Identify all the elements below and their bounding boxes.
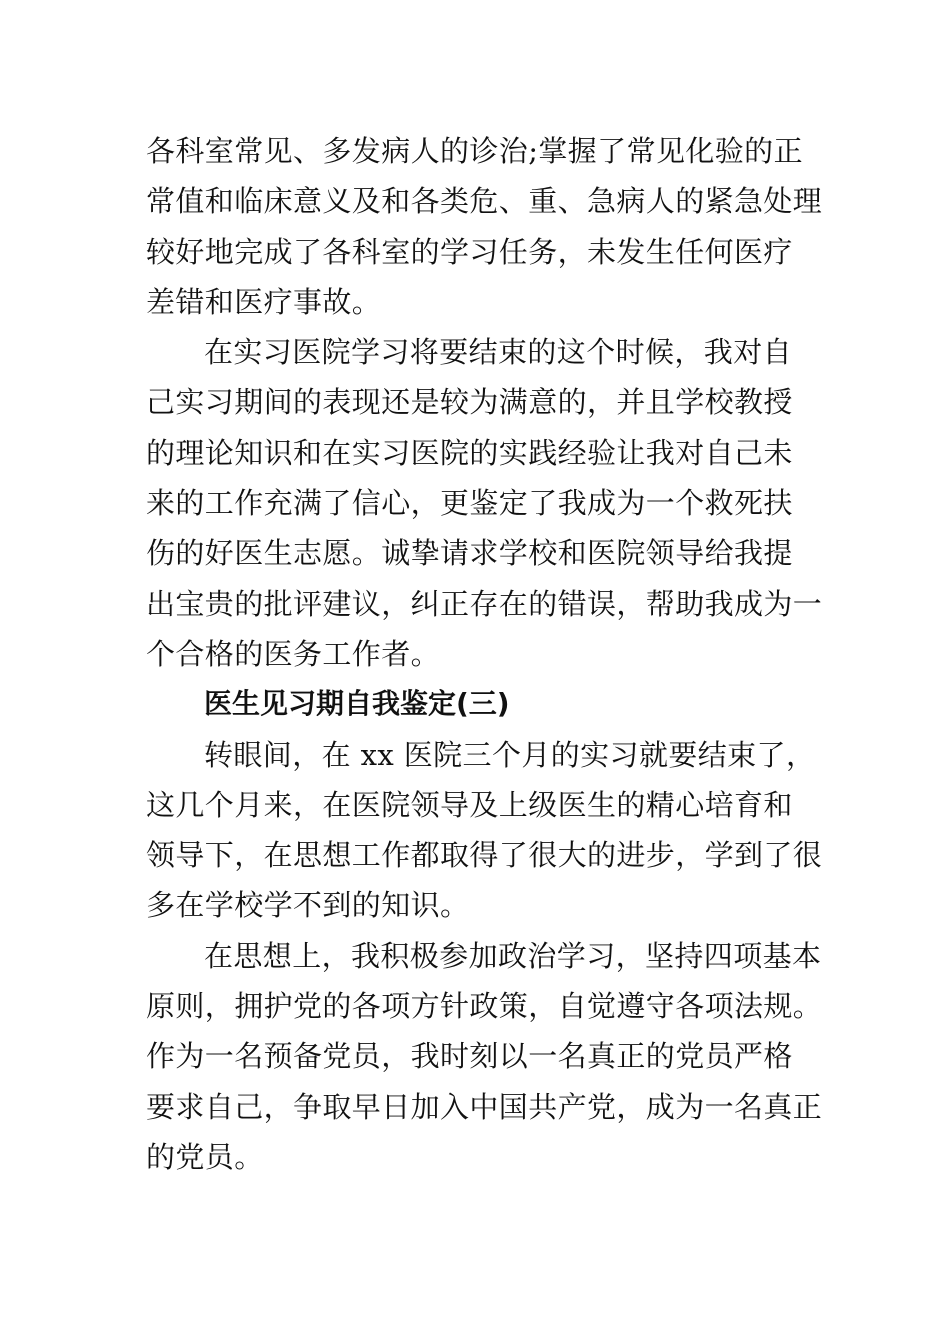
text-line: 己实习期间的表现还是较为满意的，并且学校教授 — [146, 385, 793, 420]
text-line: 要求自己，争取早日加入中国共产党，成为一名真正 — [146, 1089, 823, 1124]
text-line: 伤的好医生志愿。诚挚请求学校和医院领导给我提 — [146, 536, 793, 571]
text-line: 差错和医疗事故。 — [146, 284, 382, 319]
text-line: 原则，拥护党的各项方针政策，自觉遵守各项法规。 — [146, 989, 823, 1024]
paragraph-three-months — [146, 730, 823, 931]
section-heading: 医生见习期自我鉴定(三) — [204, 687, 510, 721]
text-line: 多在学校学不到的知识。 — [146, 888, 470, 923]
text-line: 的理论知识和在实习医院的实践经验让我对自己未 — [146, 435, 793, 470]
document-body — [146, 126, 823, 1182]
text-line: 出宝贵的批评建议，纠正存在的错误，帮助我成为一 — [146, 586, 823, 621]
text-line: 作为一名预备党员，我时刻以一名真正的党员严格 — [146, 1039, 793, 1074]
text-line: 这几个月来，在医院领导及上级医生的精心培育和 — [146, 787, 793, 822]
text-line: 在思想上，我积极参加政治学习，坚持四项基本 — [204, 938, 822, 973]
text-line: 各科室常见、多发病人的诊治;掌握了常见化验的正 — [146, 134, 803, 168]
text-line: 转眼间，在 xx 医院三个月的实习就要结束了， — [204, 737, 816, 772]
text-line: 领导下，在思想工作都取得了很大的进步，学到了很 — [146, 838, 823, 873]
text-line: 较好地完成了各科室的学习任务，未发生任何医疗 — [146, 234, 793, 269]
text-line: 的党员。 — [146, 1139, 264, 1174]
paragraph-ideology — [146, 931, 823, 1182]
paragraph-continuation — [146, 126, 823, 327]
text-line: 个合格的医务工作者。 — [146, 636, 441, 671]
text-line: 来的工作充满了信心，更鉴定了我成为一个救死扶 — [146, 486, 793, 521]
paragraph-internship-reflection — [146, 327, 823, 679]
text-line: 在实习医院学习将要结束的这个时候，我对自 — [204, 335, 793, 370]
text-line: 常值和临床意义及和各类危、重、急病人的紧急处理 — [146, 184, 823, 219]
